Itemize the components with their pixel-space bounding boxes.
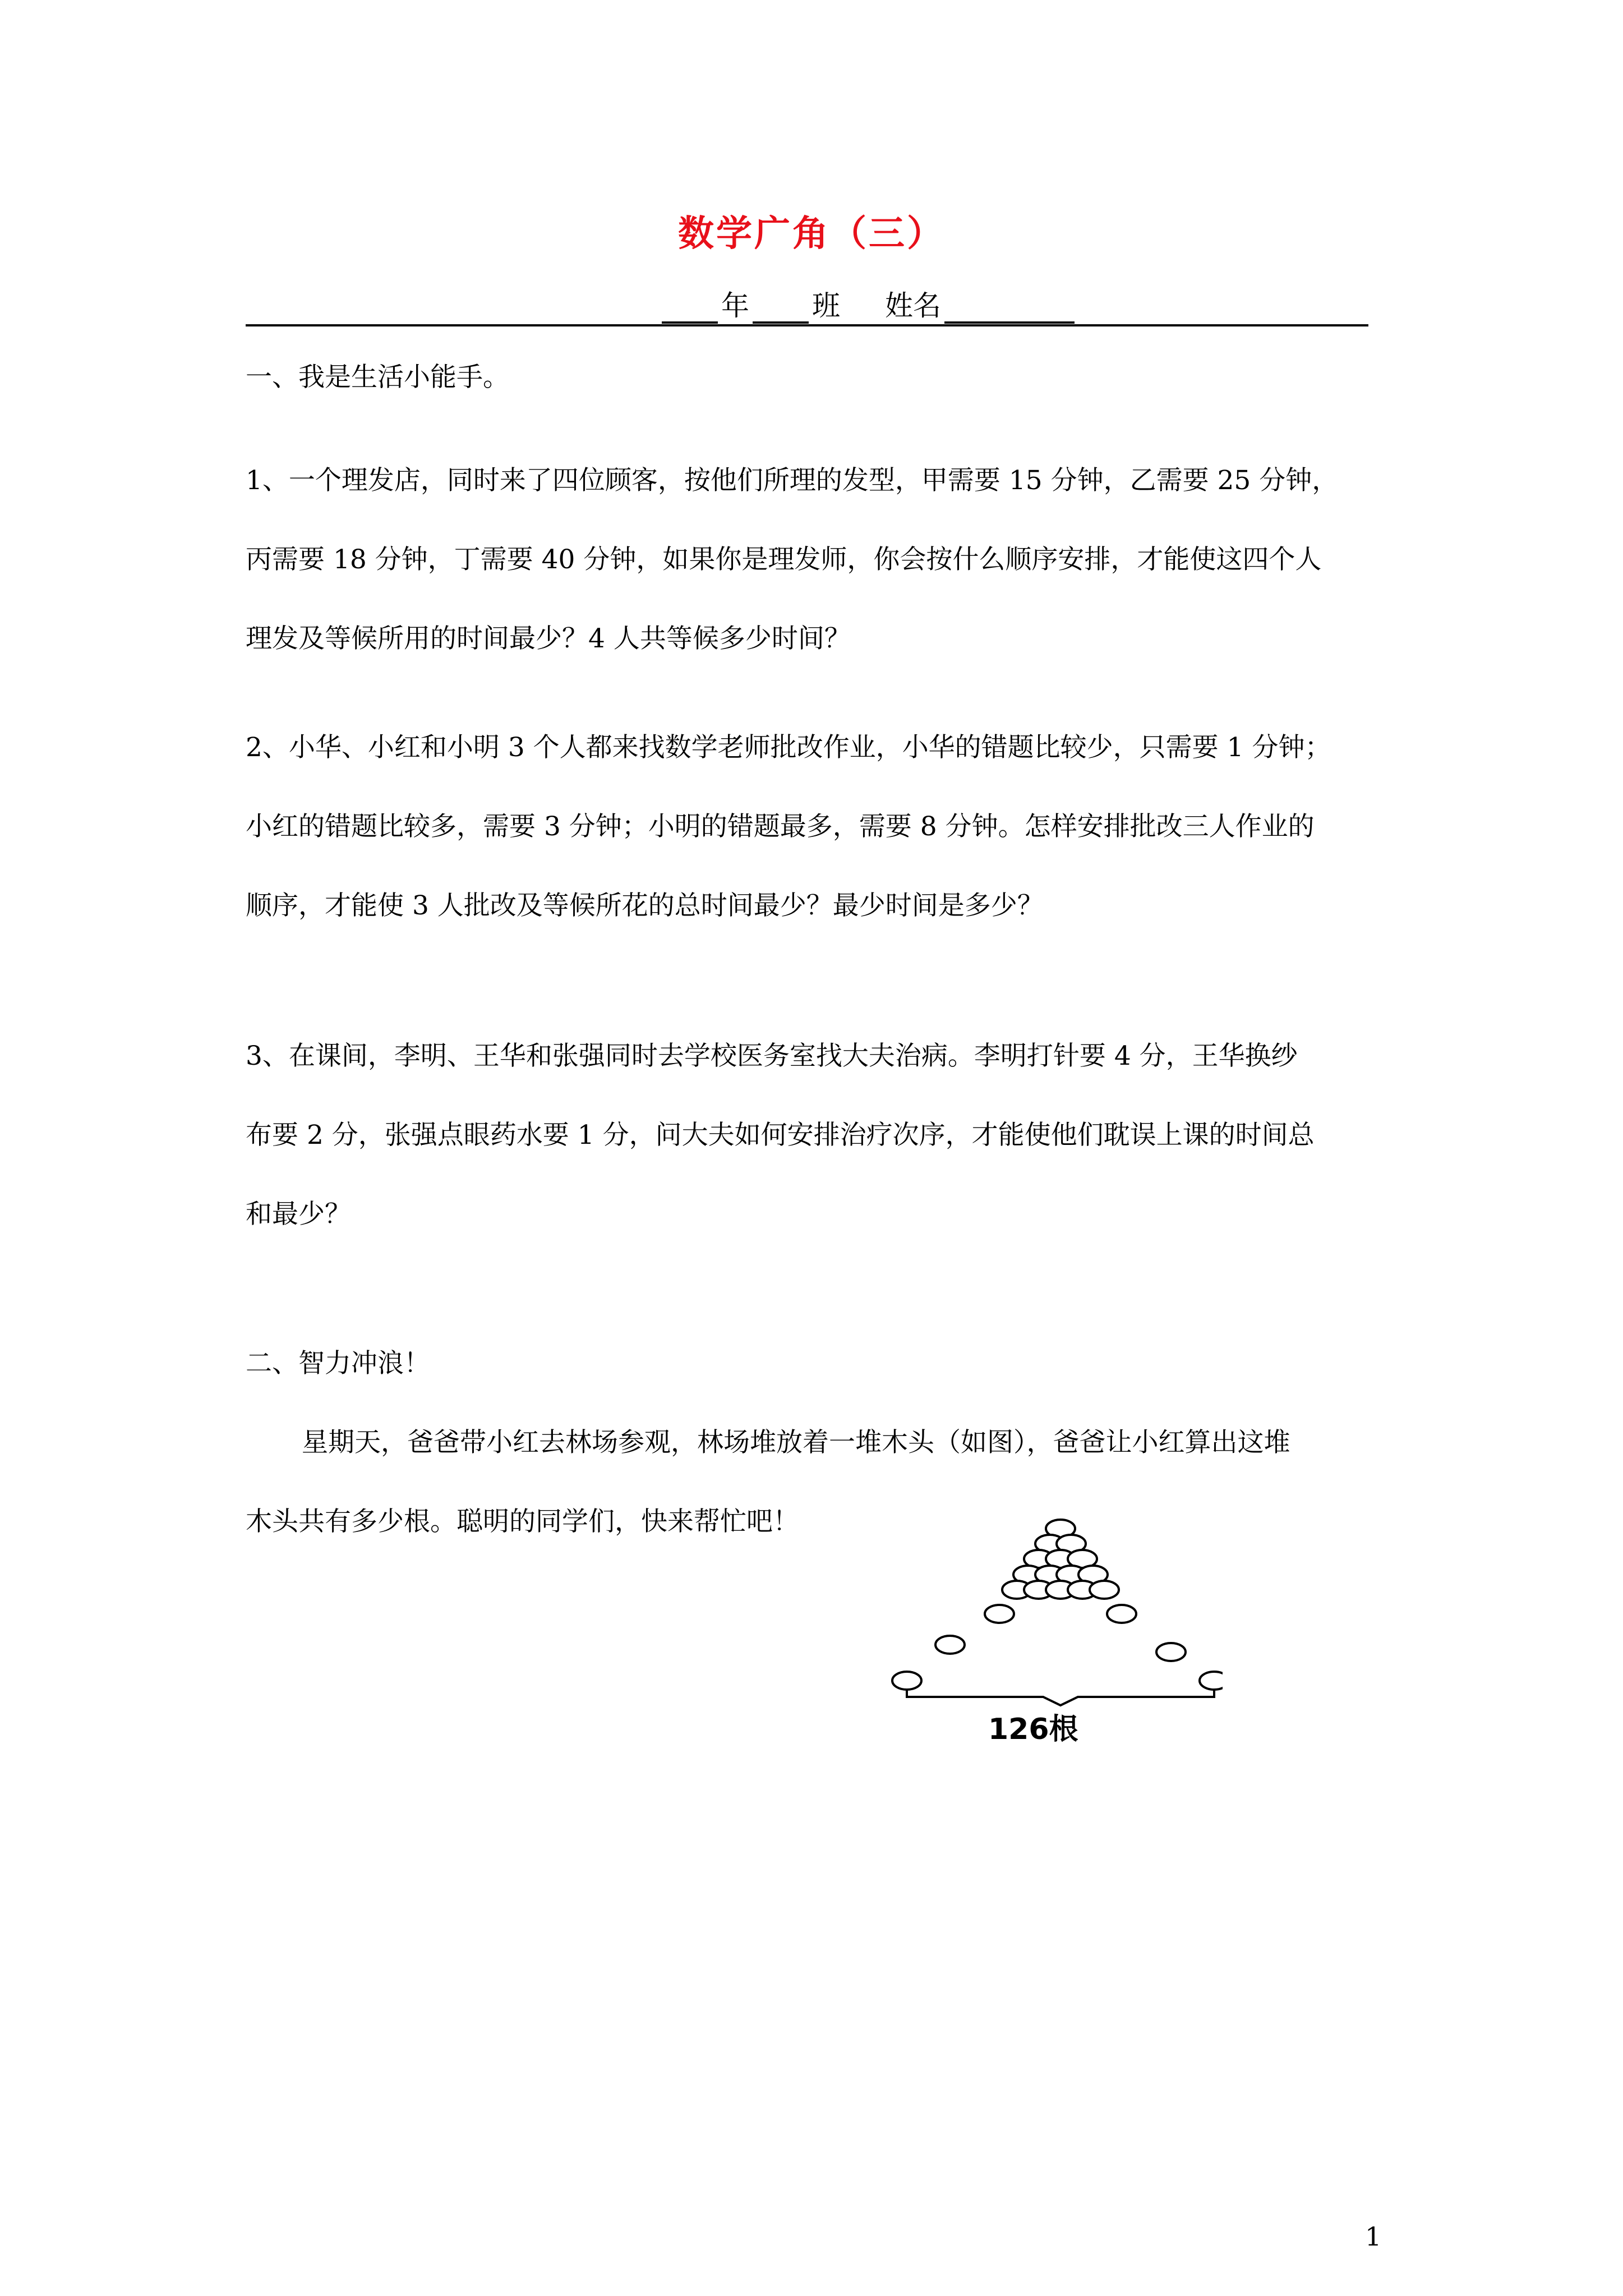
class-blank[interactable] — [753, 292, 809, 324]
section2-body-line: 木头共有多少根。聪明的同学们，快来帮忙吧！ — [246, 1506, 799, 1537]
question-2-line: 顺序，才能使 3 人批改及等候所花的总时间最少？最少时间是多少？ — [246, 890, 1044, 921]
question-2-line: 2、小华、小红和小明 3 个人都来找数学老师批改作业，小华的错题比较少，只需要 1 分钟； — [246, 732, 1331, 763]
question-1-line: 理发及等候所用的时间最少？4 人共等候多少时间？ — [246, 623, 851, 654]
section2-heading: 二、智力冲浪！ — [246, 1348, 430, 1379]
question-1 — [246, 441, 1378, 678]
question-3-line: 和最少？ — [246, 1199, 351, 1230]
year-label: 年 — [721, 289, 749, 322]
name-blank[interactable] — [944, 292, 1075, 324]
grade-blank[interactable] — [662, 292, 718, 324]
question-3-line: 3、在课间，李明、王华和张强同时去学校医务室找大夫治病。李明打针要 4 分，王华换纱 — [246, 1041, 1298, 1071]
name-label: 姓名 — [885, 289, 941, 322]
question-2 — [246, 708, 1378, 945]
log-count-label: 126根 — [988, 1713, 1078, 1746]
student-info-line — [662, 283, 1075, 324]
page-number: 1 — [1365, 2221, 1382, 2252]
header-divider — [246, 324, 1368, 326]
class-label: 班 — [812, 289, 840, 322]
section2-body-line: 星期天，爸爸带小红去林场参观，林场堆放着一堆木头（如图），爸爸让小红算出这堆 — [302, 1427, 1290, 1458]
question-1-line: 丙需要 18 分钟，丁需要 40 分钟，如果你是理发师，你会按什么顺序安排，才能使这四个人 — [246, 544, 1322, 575]
question-2-line: 小红的错题比较多，需要 3 分钟；小明的错题最多，需要 8 分钟。怎样安排批改三人作业的 — [246, 811, 1315, 842]
section1-heading: 一、我是生活小能手。 — [246, 362, 509, 393]
section1-heading-block — [246, 338, 1378, 417]
question-3 — [246, 1016, 1378, 1254]
question-3-line: 布要 2 分，张强点眼药水要 1 分，问大夫如何安排治疗次序，才能使他们耽误上课的时间总 — [246, 1120, 1315, 1151]
brace-icon — [907, 1690, 1214, 1705]
question-1-line: 1、一个理发店，同时来了四位顾客，按他们所理的发型，甲需要 15 分钟，乙需要 25 分钟， — [246, 465, 1339, 496]
page-title: 数学广角（三） — [678, 213, 945, 255]
